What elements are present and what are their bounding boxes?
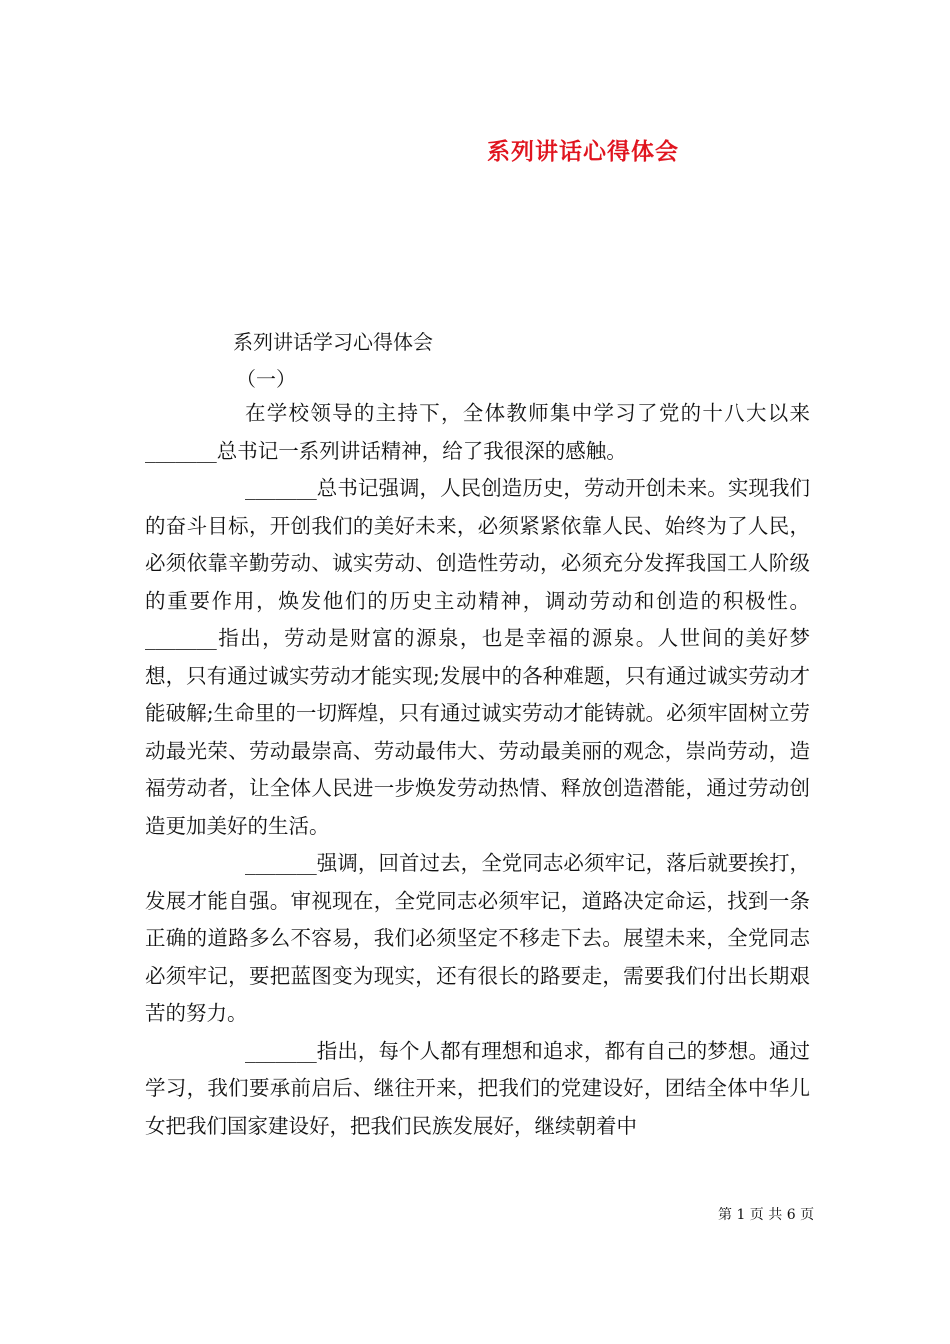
section-number: （一） — [236, 367, 296, 391]
page-footer: 第 1 页 共 6 页 — [718, 1207, 815, 1223]
body-text — [145, 395, 810, 1145]
paragraph: _______总书记强调，人民创造历史，劳动开创未来。实现我们的奋斗目标，开创我们的美好未来，必须紧紧依靠人民、始终为了人民，必须依靠辛勤劳动、诚实劳动、创造性劳动，必须充分发挥我国工人阶级的重要作用，焕发他们的历史主动精神，调动劳动和创造的积极性。_______指出，劳动是财富的源泉，也是幸福的源泉。人世间的美好梦想，只有通过诚实劳动才能实现;发展中的各种难题，只有通过诚实劳动才能破解;生命里的一切辉煌，只有通过诚实劳动才能铸就。必须牢固树立劳动最光荣、劳动最崇高、劳动最伟大、劳动最美丽的观念，崇尚劳动，造福劳动者，让全体人民进一步焕发劳动热情、释放创造潜能，通过劳动创造更加美好的生活。 — [145, 476, 810, 838]
paragraph: 在学校领导的主持下，全体教师集中学习了党的十八大以来_______总书记一系列讲话精神，给了我很深的感触。 — [145, 401, 810, 463]
paragraph: _______强调，回首过去，全党同志必须牢记，落后就要挨打，发展才能自强。审视现在，全党同志必须牢记，道路决定命运，找到一条正确的道路多么不容易，我们必须坚定不移走下去。展望未来，全党同志必须牢记，要把蓝图变为现实，还有很长的路要走，需要我们付出长期艰苦的努力。 — [145, 851, 810, 1025]
paragraph: _______指出，每个人都有理想和追求，都有自己的梦想。通过学习，我们要承前启后、继往开来，把我们的党建设好，团结全体中华儿女把我们国家建设好，把我们民族发展好，继续朝着中 — [145, 1038, 810, 1138]
document-title: 系列讲话心得体会 — [487, 138, 679, 165]
document-subtitle: 系列讲话学习心得体会 — [233, 330, 433, 354]
